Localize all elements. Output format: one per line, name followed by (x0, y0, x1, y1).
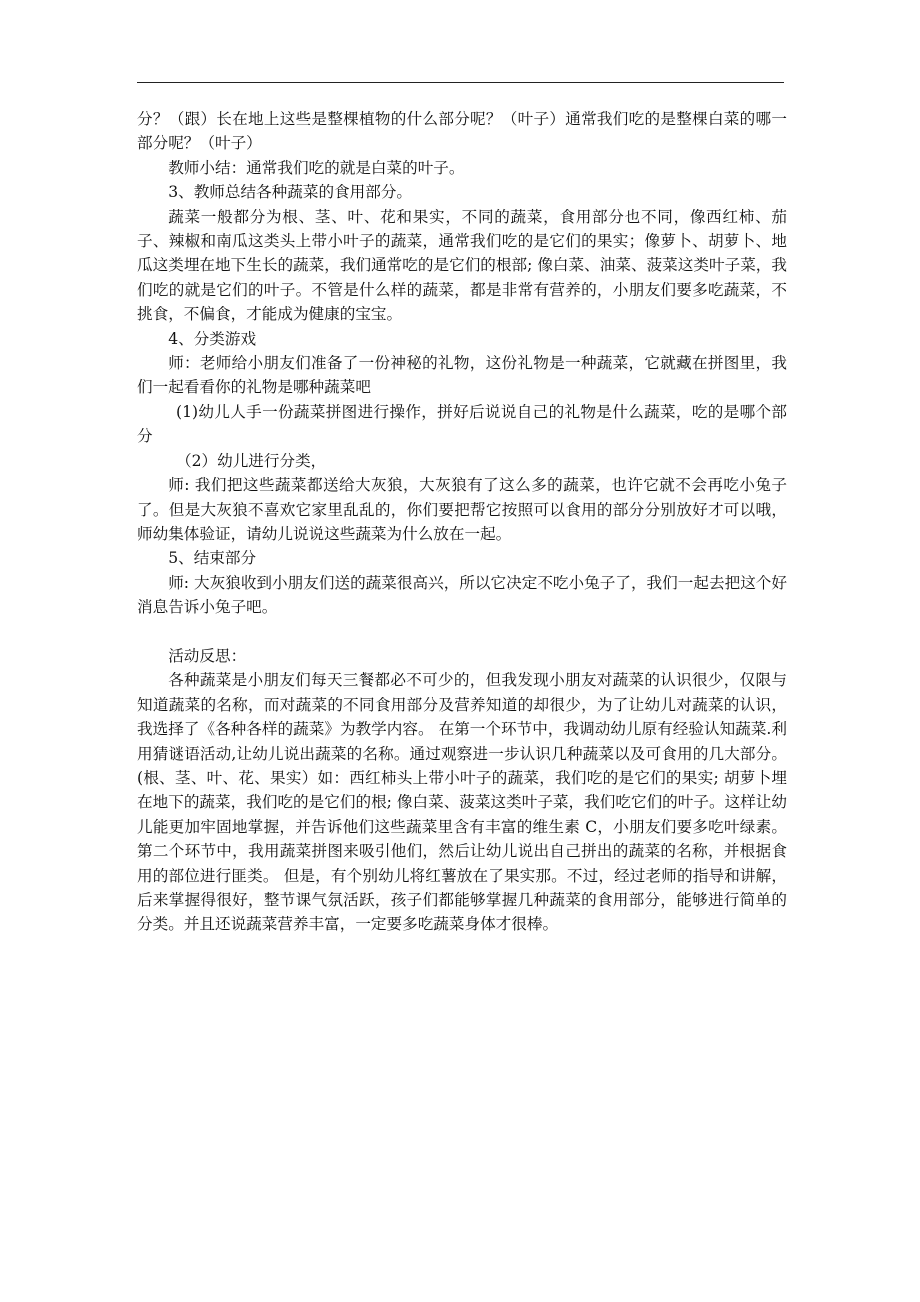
section-heading-5: 5、结束部分 (168, 549, 257, 568)
reflection-heading: 活动反思： (168, 646, 247, 665)
list-item-2: （2）幼儿进行分类， (176, 451, 327, 470)
header-rule (137, 82, 784, 83)
section-heading-3: 3、教师总结各种蔬菜的食用部分。 (168, 183, 413, 202)
paragraph-wolf: 师: 我们把这些蔬菜都送给大灰狼，大灰狼有了这么多的蔬菜，也许它就不会再吃小兔子了。但是大灰狼不喜欢它家里乱乱的，你们要把帮它按照可以食用的部分分别放好才可以哦，师幼集体验证，请幼儿说说这些蔬菜为什么放在一起。 (137, 476, 787, 543)
paragraph-vegetable-parts: 蔬菜一般都分为根、茎、叶、花和果实，不同的蔬菜，食用部分也不同，像西红柿、茄子、辣椒和南瓜这类头上带小叶子的蔬菜，通常我们吃的是它们的果实；像萝卜、胡萝卜、地瓜这类埋在地下生长的蔬菜，我们通常吃的是它们的根部; 像白菜、油菜、菠菜这类叶子菜，我们吃的就是它们的叶子。不管是什么样的蔬菜，都是非常有营养的，小朋友们要多吃蔬菜，不挑食，不偏食，才能成为健康的宝宝。 (137, 207, 787, 324)
section-heading-4: 4、分类游戏 (168, 329, 257, 348)
paragraph-gap (137, 620, 787, 644)
paragraph-reflection: 各种蔬菜是小朋友们每天三餐都必不可少的，但我发现小朋友对蔬菜的认识很少，仅限与知道蔬菜的名称，而对蔬菜的不同食用部分及营养知道的却很少，为了让幼儿对蔬菜的认识，我选择了《各种各样的蔬菜》为教学内容。 在第一个环节中，我调动幼儿原有经验认知蔬菜.利用猜谜语活动,让幼儿说出蔬菜的名称。通过观察进一步认识几种蔬菜以及可食用的几大部分。(根、茎、叶、花、果实）如：西红柿头上带小叶子的蔬菜，我们吃的是它们的果实; 胡萝卜埋在地下的蔬菜，我们吃的是它们的根; 像白菜、菠菜这类叶子菜，我们吃它们的叶子。这样让幼儿能更加牢固地掌握，并告诉他们这些蔬菜里含有丰富的维生素 C，小朋友们要多吃叶绿素。 第二个环节中，我用蔬菜拼图来吸引他们，然后让幼儿说出自己拼出的蔬菜的名称，并根据食用的部位进行匪类。 但是，有个别幼儿将红薯放在了果实那。不过，经过老师的指导和讲解，后来掌握得很好，整节课气氛活跃，孩子们都能够掌握几种蔬菜的食用部分，能够进行简单的分类。并且还说蔬菜营养丰富，一定要多吃蔬菜身体才很棒。 (137, 671, 787, 934)
paragraph-ending: 师: 大灰狼收到小朋友们送的蔬菜很高兴，所以它决定不吃小兔子了，我们一起去把这个好消息告诉小兔子吧。 (137, 573, 787, 617)
paragraph-gift: 师：老师给小朋友们准备了一份神秘的礼物，这份礼物是一种蔬菜，它就藏在拼图里，我们一起看看你的礼物是哪种蔬菜吧 (137, 354, 787, 397)
list-item-1: (1)幼儿人手一份蔬菜拼图进行操作，拼好后说说自己的礼物是什么蔬菜，吃的是哪个部分 (137, 402, 787, 446)
document-body (137, 107, 787, 937)
paragraph-teacher-summary: 教师小结：通常我们吃的就是白菜的叶子。 (168, 158, 465, 177)
paragraph-continuation: 分？（跟）长在地上这些是整棵植物的什么部分呢？（叶子）通常我们吃的是整棵白菜的哪一部分呢？（叶子） (137, 110, 787, 153)
